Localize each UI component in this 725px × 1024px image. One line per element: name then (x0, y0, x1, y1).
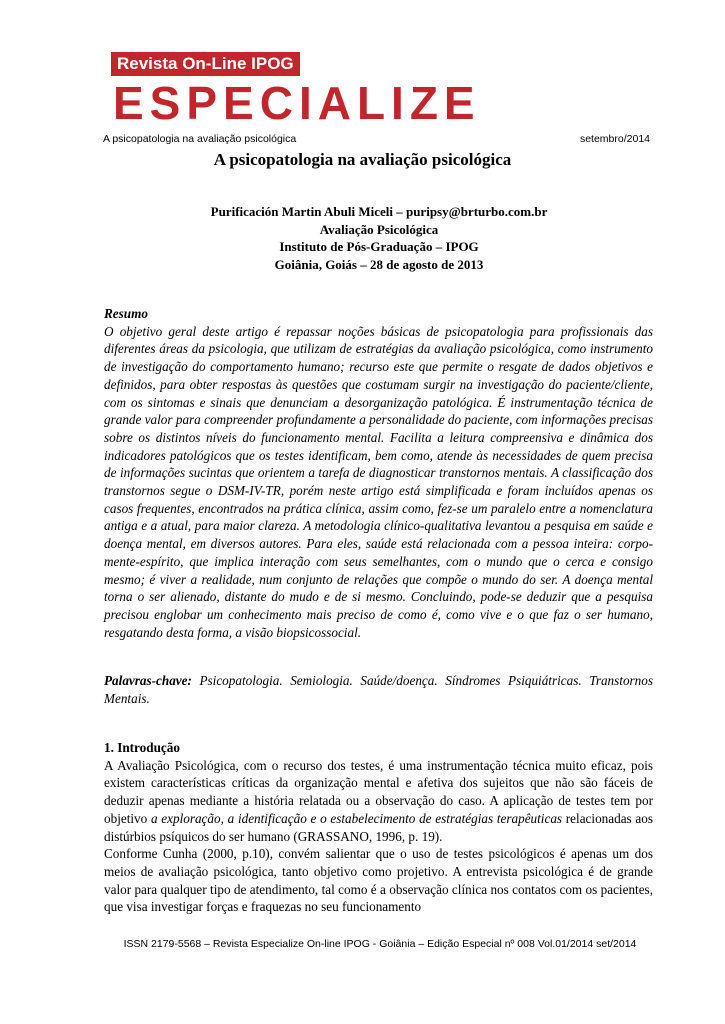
keywords-section (104, 672, 653, 707)
introduction-paragraph-2: Conforme Cunha (2000, p.10), convém salientar que o uso de testes psicológicos é apenas um dos meios de avaliação psicológica, tanto objetivo como projetivo. A entrevista psicológica é de grande valor para qualquer tipo de atendimento, tal como é a observação clínica nos contatos com os pacientes, que visa investigar forças e fraquezas no seu funcionamento (104, 846, 653, 915)
author-institution: Instituto de Pós-Graduação – IPOG (279, 239, 479, 254)
intro-p1-end: relacionadas aos distúrbios psíquicos do ser humano (GRASSANO, 1996, p. 19). (104, 810, 653, 844)
intro-p1-start: A Avaliação Psicológica, com o recurso dos testes, é uma instrumentação técnica muito eficaz, pois existem características críticas da organização mental e afetiva dos sujeitos que não são fáceis de deduzir apenas mediante a história relatada ou a observação do caso. A aplicação de testes tem por objetivo (104, 757, 653, 826)
abstract-heading: Resumo (104, 306, 148, 321)
author-location-date: Goiânia, Goiás – 28 de agosto de 2013 (274, 256, 484, 272)
abstract-text: O objetivo geral deste artigo é repassar noções básicas de psicopatologia para profissionais das diferentes áreas da psicologia, que utilizam de estratégias da avaliação psicológica, como instrumento de investigação do comportamento humano; recurso este que permite o resgate de dados objetivos e definidos, para obter respostas às questões que costumam surgir na investigação do paciente/cliente, com os sintomas e sinais que denunciam a desorganização patológica. É instrumentação técnica de grande valor para compreender profundamente a personalidade do paciente, com informações precisas sobre os distintos níveis do funcionamento mental. Facilita a leitura compreensiva e dinâmica dos indicadores patológicos que os testes identificam, bem como, atende às necessidades de quem precisa de informações sucintas que orientem a tarefa de diagnosticar transtornos mentais. A classificação dos transtornos segue o DSM-IV-TR, porém neste artigo está simplificada e foram incluídos apenas os casos frequentes, encontrados na prática clínica, assim como, fez-se um paralelo entre a nomenclatura antiga e a atual, para maior clareza. A metodologia clínico-qualitativa levantou a pesquisa em saúde e doença mental, em diversos autores. Para eles, saúde está relacionada com a pessoa inteira: corpo-mente-espírito, que implica interação com seus semelhantes, com o mundo que o cerca e consigo mesmo; é viver a realidade, num conjunto de relações que compõe o mundo do ser. A doença mental torna o ser alienado, distante do mudo e de si mesmo. Concluindo, pode-se deduzir que a pesquisa precisou englobar um conhecimento mais preciso de como é, como vive e o que faz o ser humano, resgatando desta forma, a visão biopsicossocial. (104, 323, 653, 640)
running-header-date: setembro/2014 (579, 133, 650, 145)
keywords-text: Psicopatologia. Semiologia. Saúde/doença. Síndromes Psiquiátricas. Transtornos Mentais. (104, 673, 653, 706)
author-area: Avaliação Psicológica (319, 221, 439, 237)
article-title: A psicopatologia na avaliação psicológica (213, 150, 512, 169)
abstract-section (104, 305, 653, 641)
page-footer: ISSN 2179-5568 – Revista Especialize On-line IPOG - Goiânia – Edição Especial nº 008 Vol.01/2014 set/2014 (123, 938, 637, 950)
journal-banner (103, 44, 653, 129)
running-header-title: A psicopatologia na avaliação psicológica (103, 133, 297, 145)
journal-brand-logo: ESPECIALIZE (113, 77, 481, 129)
author-line: Purificación Martin Abuli Miceli – puripsy@brturbo.com.br (210, 204, 548, 219)
intro-p1-emphasis: a exploração, a identificação e o estabelecimento de estratégias terapêuticas (150, 810, 563, 826)
keywords-label: Palavras-chave: (104, 673, 192, 688)
introduction-heading: 1. Introdução (104, 740, 180, 755)
introduction-section (104, 739, 653, 916)
journal-subtitle-label: Revista On-Line IPOG (111, 52, 300, 76)
introduction-paragraph-1 (104, 757, 653, 846)
author-block (0, 203, 725, 273)
